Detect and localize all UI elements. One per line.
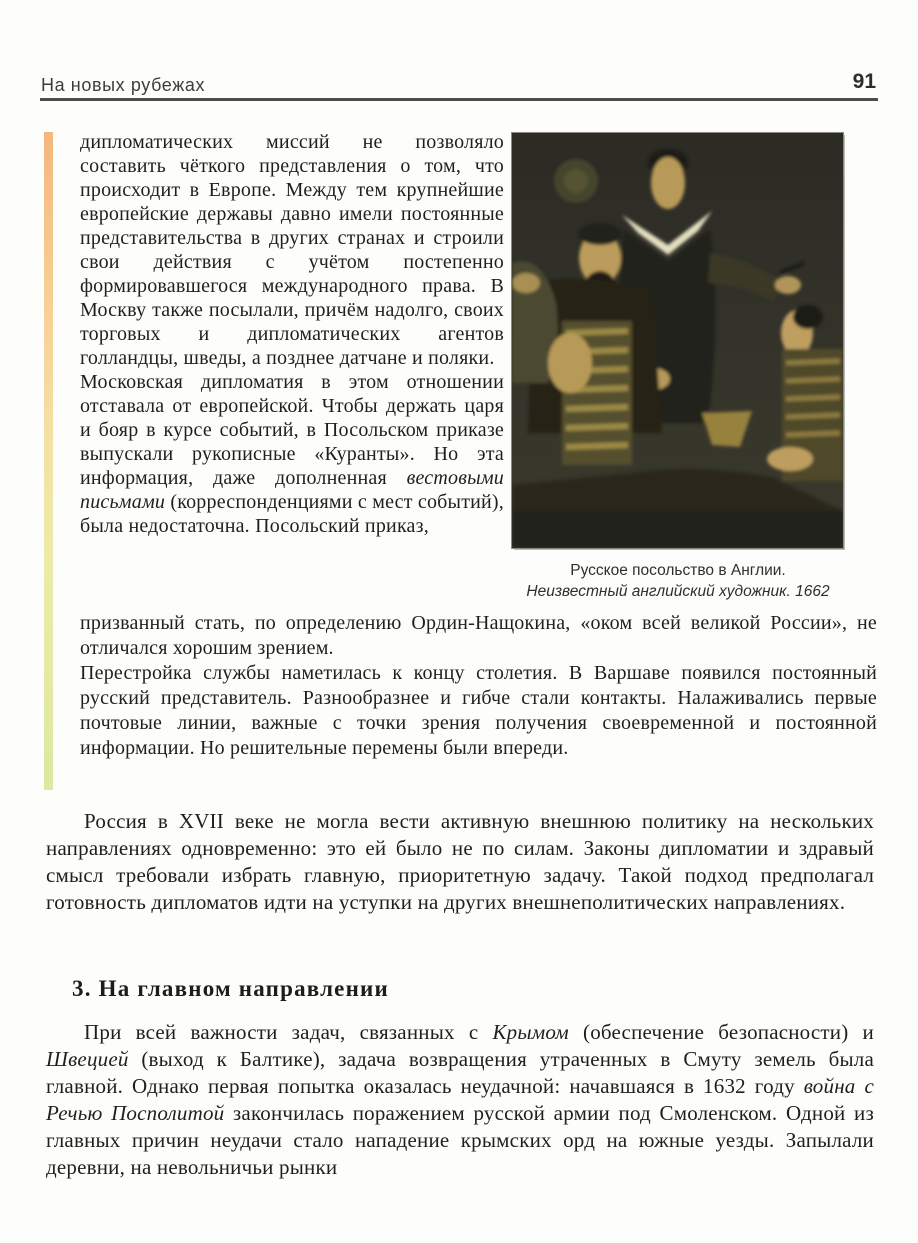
annotation-accent-bar <box>44 132 53 790</box>
body-paragraph-main-direction: При всей важности задач, связанных с Крымом (обеспечение безопасности) и Швецией (выход к Балтике), задача возвращения утраченных в Смуту земель была главной. Однако первая попытка оказалась неудачной: начавшаяся в 1632 году война с Речью Посполитой закончилась поражением русской армии под Смоленском. Одной из главных причин неудачи стало нападение крымских орд на южные уезды. Запылали деревни, на невольничьи рынки <box>46 1020 874 1179</box>
annotation-column-text <box>80 130 504 538</box>
annotation-paragraph: призванный стать, по определению Ордин-Нащокина, «оком всей великой России», не отличался хорошим зрением. <box>80 612 877 659</box>
annotation-paragraph: Московская дипломатия в этом отношении отставала от европейской. Чтобы держать царя и бояр в курсе событий, в Посольском приказе выпускали рукописные «Куранты». Но эта информация, даже дополненная вестовыми письмами (корреспонденциями с мест событий), была недостаточна. Посольский приказ, <box>80 371 504 537</box>
running-header-title: На новых рубежах <box>41 75 206 95</box>
embassy-painting-image <box>512 133 843 548</box>
figure-caption-artist: Неизвестный английский художник. 1662 <box>526 583 830 600</box>
figure-caption <box>466 560 890 602</box>
figure-caption-title: Русское посольство в Англии. <box>570 562 786 579</box>
annotation-paragraph: дипломатических миссий не позволяло составить чёткого представления о том, что происходит в Европе. Между тем крупнейшие европейские державы давно имели постоянные представительства в других странах и строили свои действия с учётом постепенно формировавшегося международного права. В Москву также посылали, причём надолго, своих торговых и дипломатических агентов голландцы, шведы, а позднее датчане и поляки. <box>80 131 504 369</box>
painting-illustration <box>512 133 843 548</box>
header-rule <box>40 98 878 101</box>
annotation-paragraph: Перестройка службы наметилась к концу столетия. В Варшаве появился постоянный русский представитель. Разнообразнее и гибче стали контакты. Налаживались первые почтовые линии, важные с точки зрения получения своевременной и постоянной информации. Но решительные перемены были впереди. <box>80 662 877 759</box>
body-paragraph-foreign-policy: Россия в XVII веке не могла вести активную внешнюю политику на нескольких направлениях одновременно: это ей было не по силам. Законы дипломатии и здравый смысл требовали избрать главную, приоритетную задачу. Такой подход предполагал готовность дипломатов идти на уступки на других внешнеполитических направлениях. <box>46 809 874 914</box>
page-number: 91 <box>852 70 876 93</box>
annotation-fullwidth-text <box>80 611 877 761</box>
section-heading: 3. На главном направлении <box>72 976 389 1001</box>
